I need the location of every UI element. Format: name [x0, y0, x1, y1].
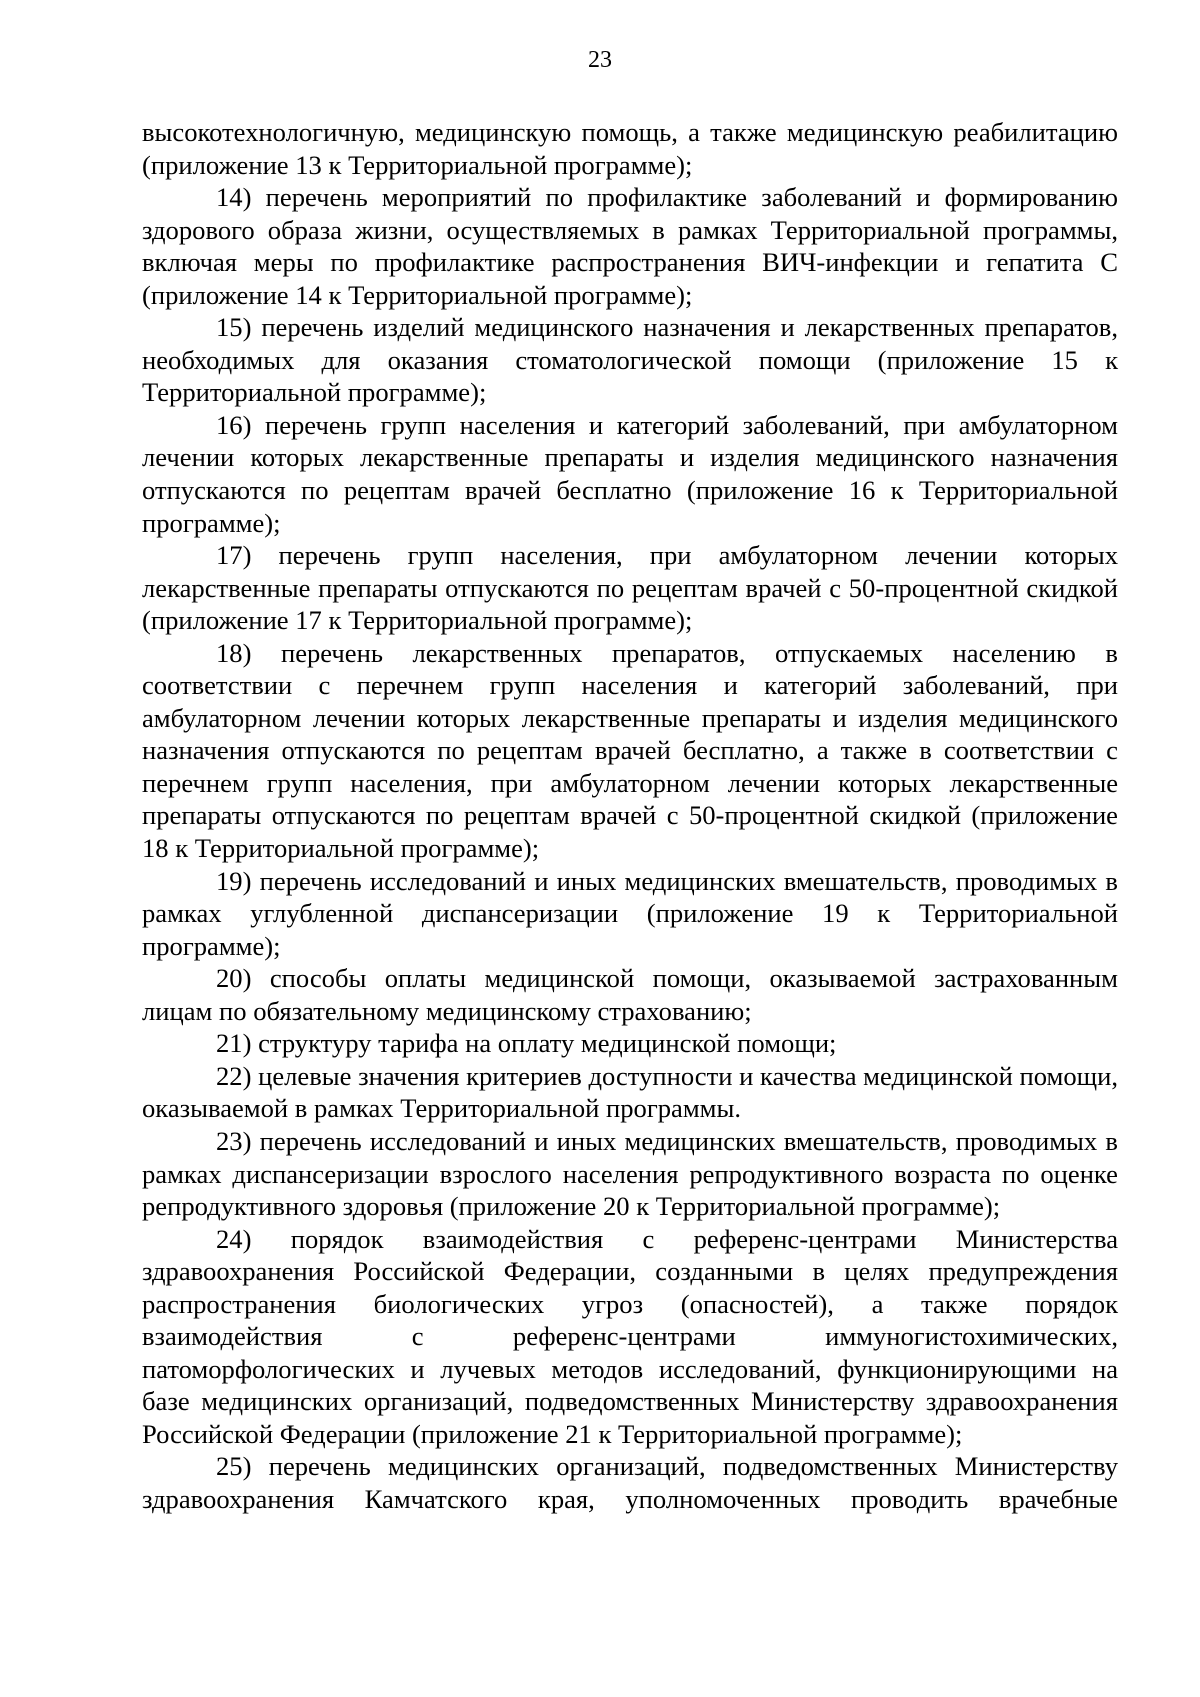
list-item-23: 23) перечень исследований и иных медицинских вмешательств, проводимых в рамках диспансеризации взрослого населения репродуктивного возраста по оценке репродуктивного здоровья (приложение 20 к Территориальной программе);: [142, 1125, 1118, 1222]
list-item-24: 24) порядок взаимодействия с референс-центрами Министерства здравоохранения Российской Федерации, созданными в целях предупреждения распространения биологических угроз (опасностей), а также порядок взаимодействия с референс-центрами иммуногистохимических, патоморфологических и лучевых методов исследований, функционирующими на базе медицинских организаций, подведомственных Министерству здравоохранения Российской Федерации (приложение 21 к Территориальной программе);: [142, 1223, 1118, 1449]
list-item-16: 16) перечень групп населения и категорий заболеваний, при амбулаторном лечении которых лекарственные препараты и изделия медицинского назначения отпускаются по рецептам врачей бесплатно (приложение 16 к Территориальной программе);: [142, 409, 1118, 538]
list-item-14: 14) перечень мероприятий по профилактике заболеваний и формированию здорового образа жизни, осуществляемых в рамках Территориальной программы, включая меры по профилактике распространения ВИЧ-инфекции и гепатита С (приложение 14 к Территориальной программе);: [142, 182, 1118, 310]
list-item-15: 15) перечень изделий медицинского назначения и лекарственных препаратов, необходимых для оказания стоматологической помощи (приложение 15 к Территориальной программе);: [142, 312, 1118, 408]
document-body: [142, 116, 1118, 1516]
page-number: 23: [588, 47, 612, 73]
list-item-19: 19) перечень исследований и иных медицинских вмешательств, проводимых в рамках углубленной диспансеризации (приложение 19 к Территориальной программе);: [142, 865, 1118, 961]
list-item-18: 18) перечень лекарственных препаратов, отпускаемых населению в соответствии с перечнем групп населения и категорий заболеваний, при амбулаторном лечении которых лекарственные препараты и изделия медицинского назначения отпускаются по рецептам врачей бесплатно, а также в соответствии с перечнем групп населения, при амбулаторном лечении которых лекарственные препараты отпускаются по рецептам врачей с 50-процентной скидкой (приложение 18 к Территориальной программе);: [142, 637, 1118, 864]
list-item-22: 22) целевые значения критериев доступности и качества медицинской помощи, оказываемой в рамках Территориальной программы.: [142, 1060, 1118, 1124]
paragraph-continuation: высокотехнологичную, медицинскую помощь, а также медицинскую реабилитацию (приложение 13 к Территориальной программе);: [142, 117, 1118, 180]
list-item-25: 25) перечень медицинских организаций, подведомственных Министерству здравоохранения Камчатского края, уполномоченных проводить врачебные: [142, 1451, 1118, 1514]
list-item-20: 20) способы оплаты медицинской помощи, оказываемой застрахованным лицам по обязательному медицинскому страхованию;: [142, 963, 1118, 1026]
list-item-17: 17) перечень групп населения, при амбулаторном лечении которых лекарственные препараты отпускаются по рецептам врачей с 50-процентной скидкой (приложение 17 к Территориальной программе);: [142, 540, 1118, 636]
list-item-21: 21) структуру тарифа на оплату медицинской помощи;: [216, 1028, 837, 1059]
